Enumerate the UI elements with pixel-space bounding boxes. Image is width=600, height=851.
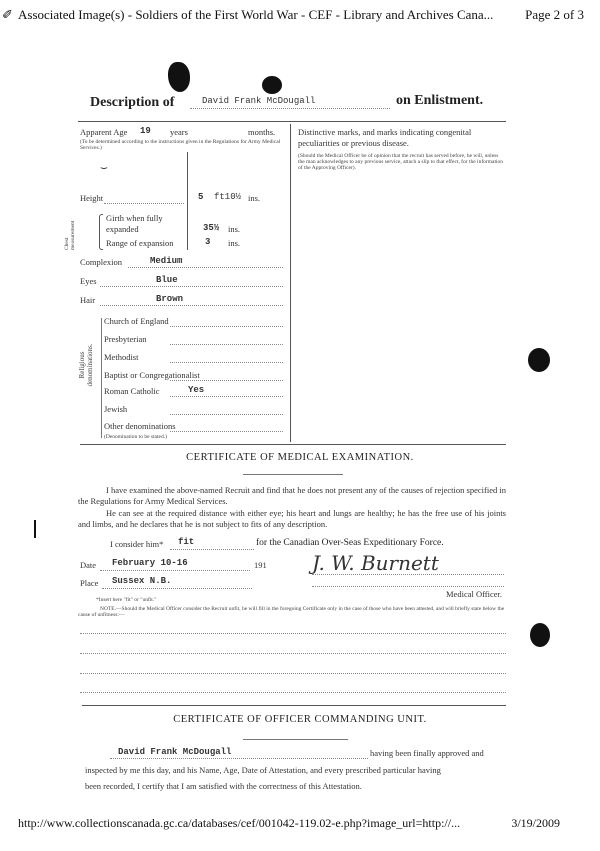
religion-label-item: Other denominations xyxy=(104,421,176,431)
medical-paragraph-1: I have examined the above-named Recruit and find that he does not present any of the causes of rejection specified in the Regulations for Army Medical Services. xyxy=(78,485,506,506)
medical-certificate-title: CERTIFICATE OF MEDICAL EXAMINATION. xyxy=(186,452,414,463)
punch-hole xyxy=(528,348,550,372)
officer-line-3: been recorded, I certify that I am satisfied with the correctness of this Attestation. xyxy=(85,781,362,791)
range-value: 3 xyxy=(205,237,211,247)
religion-label-item: Church of England xyxy=(104,316,169,326)
officer-certificate-title: CERTIFICATE OF OFFICER COMMANDING UNIT. xyxy=(173,714,427,725)
description-title-suffix: on Enlistment. xyxy=(396,93,484,108)
eyes-label: Eyes xyxy=(80,276,97,286)
age-note: (To be determined according to the instructions given in the Regulations for Army Medical Services.) xyxy=(80,139,281,151)
medical-officer-signature: J. W. Burnett xyxy=(312,551,439,575)
medical-officer-label: Medical Officer. xyxy=(446,589,503,599)
religion-label: Religious denominations. xyxy=(78,343,94,387)
distinctive-marks-note: (Should the Medical Officer be of opinion that the recruit has served before, he will, unless the man acknowledges to any previous service, attach a slip to that effect, for the information of the Approving Officer). xyxy=(298,153,504,171)
scan-mark xyxy=(34,520,36,538)
year-prefix: 191 xyxy=(254,560,267,570)
complexion-value: Medium xyxy=(150,256,183,266)
fitness-value: fit xyxy=(178,537,195,547)
medical-paragraph-2: He can see at the required distance with either eye; his heart and lungs are healthy; he has the free use of his joints and limbs, and he declares that he is not subject to fits of any description. xyxy=(78,508,506,529)
height-feet: 5 xyxy=(198,192,204,202)
apparent-age-label: Apparent Age xyxy=(80,127,128,137)
girth-value: 35½ xyxy=(203,223,220,233)
place-value: Sussex N.B. xyxy=(112,576,172,586)
ink-blot xyxy=(168,62,190,92)
punch-hole xyxy=(530,623,550,647)
hair-label: Hair xyxy=(80,295,96,305)
religion-label-item: Methodist xyxy=(104,352,139,362)
range-ins-label: ins. xyxy=(228,238,241,248)
other-denomination-note: (Denomination to be stated.) xyxy=(104,434,167,440)
months-label: months. xyxy=(248,127,276,137)
officer-recruit-name: David Frank McDougall xyxy=(118,747,232,757)
complexion-label: Complexion xyxy=(80,257,123,267)
girth-ins-label: ins. xyxy=(228,224,241,234)
place-label: Place xyxy=(80,578,99,588)
print-footer-url: http://www.collectionscanada.gc.ca/databases/cef/001042-119.02-e.php?image_url=http://... xyxy=(18,816,461,830)
eyes-value: Blue xyxy=(156,275,178,285)
years-label: years xyxy=(170,127,188,137)
age-value: 19 xyxy=(140,126,151,136)
distinctive-marks-title: Distinctive marks, and marks indicating congenital peculiarities or previous disease. xyxy=(298,127,472,148)
unfit-note: NOTE.—Should the Medical Officer consider the Recruit unfit, he will fill in the foregoing Certificate only in the case of those who have been attested, and will briefly state below the cause of unfitness:— xyxy=(78,606,505,618)
religion-value: Yes xyxy=(188,385,205,395)
pen-stroke: ⌣ xyxy=(100,160,108,174)
brace xyxy=(99,214,103,250)
religion-label-item: Presbyterian xyxy=(104,334,147,344)
height-label: Height xyxy=(80,193,104,203)
date-value: February 10-16 xyxy=(112,558,188,568)
range-label: Range of expansion xyxy=(106,238,174,248)
officer-line-2: inspected by me this day, and his Name, Age, Date of Attestation, and every prescribed particular having xyxy=(85,765,441,775)
height-ins-label: ins. xyxy=(248,193,261,203)
recruit-name: David Frank McDougall xyxy=(202,96,316,106)
page-number: Page 2 of 3 xyxy=(525,7,584,22)
description-title-prefix: Description of xyxy=(90,95,175,110)
officer-line-1: having been finally approved and xyxy=(370,748,484,758)
consider-label: I consider him* xyxy=(110,539,164,549)
religion-label-item: Jewish xyxy=(104,404,128,414)
print-footer-date: 3/19/2009 xyxy=(511,816,560,830)
girth-label: Girth when fully expanded xyxy=(106,213,163,234)
religion-label-item: Roman Catholic xyxy=(104,386,160,396)
religion-label-item: Baptist or Congregationalist xyxy=(104,370,200,380)
force-label: for the Canadian Over-Seas Expeditionary Force. xyxy=(256,538,444,548)
insert-note: *Insert here "fit" or "unfit." xyxy=(96,597,157,603)
chest-label: Chest measurement xyxy=(64,220,76,250)
date-label: Date xyxy=(80,560,97,570)
pen-icon: ✐ xyxy=(2,7,13,22)
hair-value: Brown xyxy=(156,294,184,304)
ink-blot xyxy=(262,76,282,94)
height-inches: ft10½ xyxy=(214,192,242,202)
print-header-title: Associated Image(s) - Soldiers of the First World War - CEF - Library and Archives Cana... xyxy=(18,7,494,22)
